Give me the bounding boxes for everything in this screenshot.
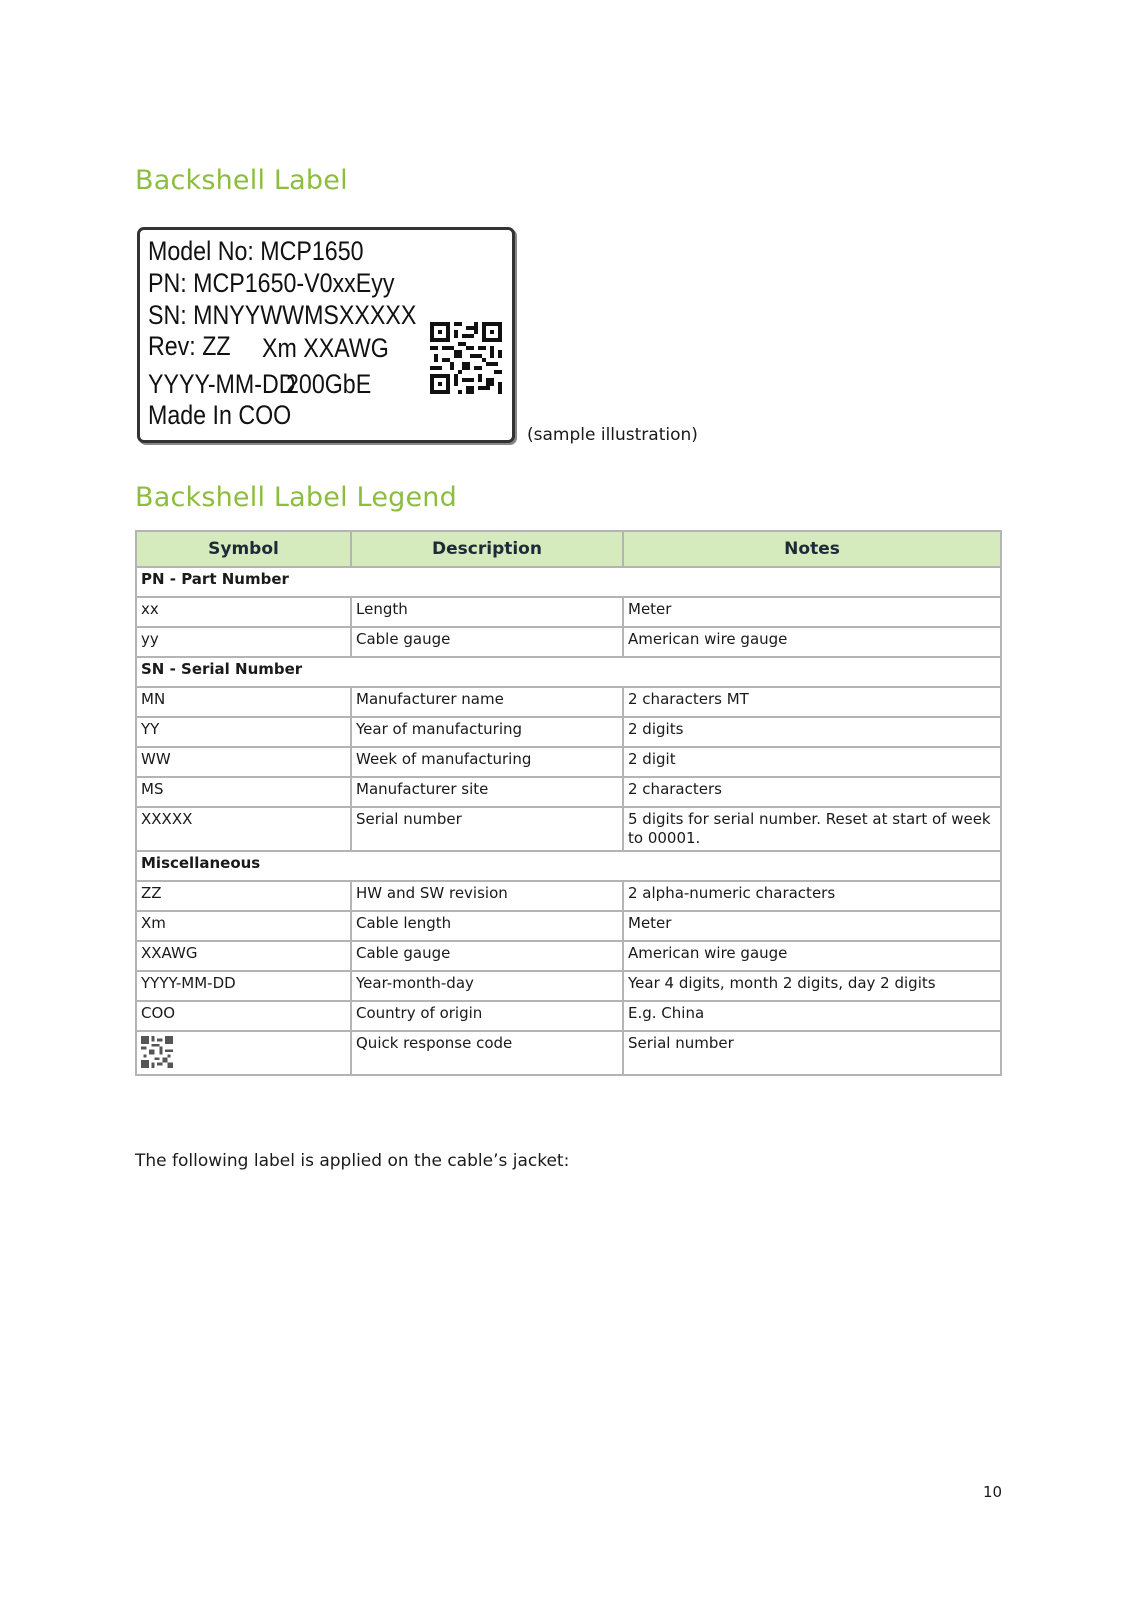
- table-row: [136, 881, 1001, 911]
- table-row: [136, 747, 1001, 777]
- table-row: [136, 717, 1001, 747]
- label-model-line: Model No: MCP1650: [148, 236, 364, 266]
- symbol-cell: WW: [136, 747, 351, 777]
- symbol-cell: MN: [136, 687, 351, 717]
- symbol-cell: YY: [136, 717, 351, 747]
- section-title: PN - Part Number: [136, 567, 1001, 597]
- section-row: [136, 657, 1001, 687]
- description-cell: HW and SW revision: [351, 881, 623, 911]
- label-date-line: YYYY-MM-DD: [148, 369, 296, 399]
- description-cell: Week of manufacturing: [351, 747, 623, 777]
- symbol-cell: yy: [136, 627, 351, 657]
- label-length-gauge-line: Xm XXAWG: [262, 333, 389, 363]
- notes-cell: 2 characters MT: [623, 687, 1001, 717]
- symbol-cell: Xm: [136, 911, 351, 941]
- page-number: 10: [983, 1483, 1003, 1501]
- description-cell: Cable length: [351, 911, 623, 941]
- column-header-notes: Notes: [623, 531, 1001, 567]
- notes-cell: E.g. China: [623, 1001, 1001, 1031]
- description-cell: Serial number: [351, 807, 623, 851]
- notes-cell: 2 characters: [623, 777, 1001, 807]
- symbol-cell: COO: [136, 1001, 351, 1031]
- symbol-cell: YYYY-MM-DD: [136, 971, 351, 1001]
- description-cell: Manufacturer site: [351, 777, 623, 807]
- notes-cell: Serial number: [623, 1031, 1001, 1075]
- qr-code-icon: [141, 1036, 173, 1068]
- label-pn-line: PN: MCP1650-V0xxEyy: [148, 268, 395, 298]
- notes-cell: Year 4 digits, month 2 digits, day 2 digits: [623, 971, 1001, 1001]
- label-rev-line: Rev: ZZ: [148, 331, 231, 361]
- section-heading-backshell-label-legend: Backshell Label Legend: [135, 482, 457, 513]
- notes-cell: 2 digits: [623, 717, 1001, 747]
- notes-cell: 5 digits for serial number. Reset at start of week to 00001.: [623, 807, 1001, 851]
- section-heading-backshell-label: Backshell Label: [135, 165, 348, 196]
- description-cell: Quick response code: [351, 1031, 623, 1075]
- symbol-cell: [136, 1031, 351, 1075]
- section-title: SN - Serial Number: [136, 657, 1001, 687]
- table-header-row: [136, 531, 1001, 567]
- table-row: [136, 687, 1001, 717]
- notes-cell: Meter: [623, 597, 1001, 627]
- table-row: [136, 971, 1001, 1001]
- backshell-label-illustration: [137, 227, 515, 443]
- table-row: [136, 1031, 1001, 1075]
- column-header-description: Description: [351, 531, 623, 567]
- description-cell: Length: [351, 597, 623, 627]
- symbol-cell: XXAWG: [136, 941, 351, 971]
- symbol-cell: xx: [136, 597, 351, 627]
- table-row: [136, 777, 1001, 807]
- legend-table: [135, 530, 1002, 1076]
- notes-cell: 2 alpha-numeric characters: [623, 881, 1001, 911]
- section-row: [136, 567, 1001, 597]
- table-row: [136, 941, 1001, 971]
- notes-cell: Meter: [623, 911, 1001, 941]
- column-header-symbol: Symbol: [136, 531, 351, 567]
- symbol-cell: ZZ: [136, 881, 351, 911]
- description-cell: Country of origin: [351, 1001, 623, 1031]
- section-title: Miscellaneous: [136, 851, 1001, 881]
- illustration-caption: (sample illustration): [527, 425, 698, 445]
- table-row: [136, 627, 1001, 657]
- notes-cell: American wire gauge: [623, 941, 1001, 971]
- section-row: [136, 851, 1001, 881]
- description-cell: Cable gauge: [351, 941, 623, 971]
- symbol-cell: XXXXX: [136, 807, 351, 851]
- table-row: [136, 911, 1001, 941]
- table-row: [136, 597, 1001, 627]
- table-row: [136, 807, 1001, 851]
- symbol-cell: MS: [136, 777, 351, 807]
- label-origin-line: Made In COO: [148, 400, 292, 430]
- notes-cell: 2 digit: [623, 747, 1001, 777]
- label-sn-line: SN: MNYYWWMSXXXXX: [148, 300, 417, 330]
- description-cell: Year-month-day: [351, 971, 623, 1001]
- description-cell: Manufacturer name: [351, 687, 623, 717]
- table-row: [136, 1001, 1001, 1031]
- qr-code-icon: [430, 322, 502, 394]
- description-cell: Cable gauge: [351, 627, 623, 657]
- label-speed-line: 200GbE: [286, 369, 372, 399]
- description-cell: Year of manufacturing: [351, 717, 623, 747]
- body-paragraph: The following label is applied on the cable’s jacket:: [135, 1151, 570, 1171]
- notes-cell: American wire gauge: [623, 627, 1001, 657]
